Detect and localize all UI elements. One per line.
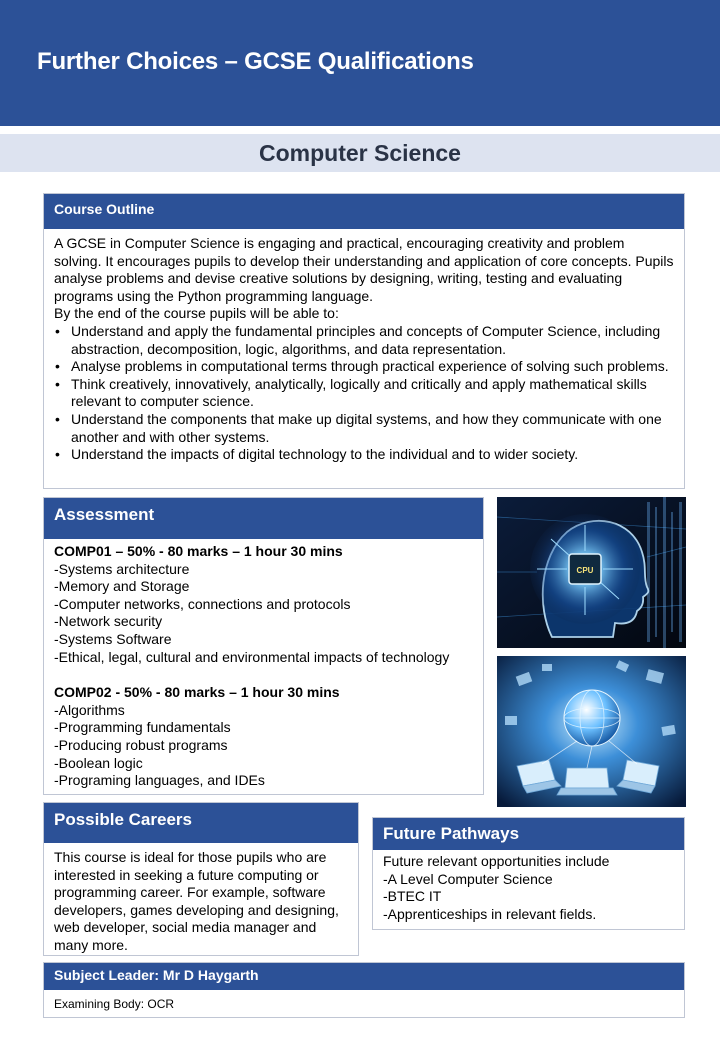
list-item: • Understand the components that make up digital systems, and how they communicate with one another and with other systems. — [71, 411, 674, 446]
subject-leader-heading: Subject Leader: Mr D Haygarth — [44, 963, 684, 990]
pathways-panel — [372, 817, 685, 930]
comp02-title: COMP02 - 50% - 80 marks – 1 hour 30 mins — [54, 684, 340, 701]
course-outline-intro: A GCSE in Computer Science is engaging and practical, encouraging creativity and problem solving. It encourages pupils to develop their understanding and application of core concepts. Pupils analyse problems and devise creative solutions by designing, writing, testing and evaluating programs using the Python programming language. — [54, 235, 674, 304]
list-item: • Understand the impacts of digital technology to the individual and to wider society. — [71, 446, 674, 464]
assessment-heading: Assessment — [44, 498, 483, 539]
course-outline-lead: By the end of the course pupils will be able to: — [54, 305, 339, 322]
network-globe-image — [497, 656, 686, 807]
careers-text: This course is ideal for those pupils who are interested in seeking a future computing or programming career. For example, software developers, games developing and designing, web developer, social media manager and many more. — [54, 849, 339, 953]
subject-leader-panel — [43, 962, 685, 1018]
assessment-body — [44, 539, 483, 790]
list-item: Future relevant opportunities include — [383, 853, 610, 869]
careers-heading: Possible Careers — [44, 803, 358, 843]
pathways-body — [373, 850, 684, 923]
cpu-head-image — [497, 497, 686, 648]
list-item: • Think creatively, innovatively, analytically, logically and critically and apply mathematical skills relevant to computer science. — [71, 376, 674, 411]
careers-panel — [43, 802, 359, 956]
pathways-heading: Future Pathways — [373, 818, 684, 850]
list-item: -Programming fundamentals — [54, 719, 231, 736]
assessment-panel — [43, 497, 484, 795]
list-item: -BTEC IT — [383, 888, 442, 905]
page-header — [0, 0, 720, 126]
list-item: -Boolean logic — [54, 754, 143, 771]
list-item: -Memory and Storage — [54, 578, 190, 595]
list-item: -Systems Software — [54, 630, 172, 647]
list-item: -Network security — [54, 613, 163, 630]
subject-banner — [0, 134, 720, 172]
chip-label: CPU — [576, 566, 594, 575]
comp01-title: COMP01 – 50% - 80 marks – 1 hour 30 mins — [54, 543, 343, 559]
list-item: -Apprenticeships in relevant fields. — [383, 905, 597, 922]
course-outline-heading: Course Outline — [44, 194, 684, 229]
list-item: -Systems architecture — [54, 560, 190, 577]
page-title: Further Choices – GCSE Qualifications — [37, 48, 474, 75]
examining-body: Examining Body: OCR — [54, 997, 175, 1011]
course-outline-panel — [43, 193, 685, 489]
spacer — [54, 666, 473, 684]
subject-title: Computer Science — [259, 140, 461, 166]
list-item: -Ethical, legal, cultural and environmental impacts of technology — [54, 648, 450, 665]
list-item: -Algorithms — [54, 701, 125, 718]
list-item: -A Level Computer Science — [383, 870, 553, 887]
list-item: -Computer networks, connections and protocols — [54, 595, 351, 612]
list-item: • Understand and apply the fundamental principles and concepts of Computer Science, including abstraction, decomposition, logic, algorithms, and data representation. — [71, 323, 674, 358]
list-item: -Producing robust programs — [54, 736, 228, 753]
list-item: -Programing languages, and IDEs — [54, 772, 265, 789]
list-item: • Analyse problems in computational terms through practical experience of solving such problems. — [71, 358, 674, 376]
course-outline-body — [44, 229, 684, 464]
course-outline-list — [54, 323, 674, 464]
